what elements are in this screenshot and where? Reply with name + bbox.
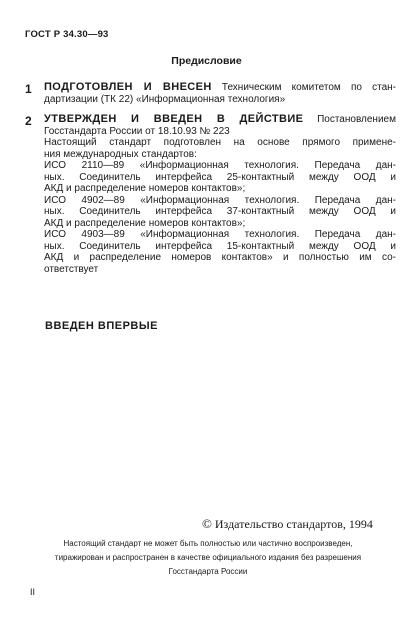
item-2-number: 2 (25, 114, 32, 128)
item-2-line-4: ния международных стандартов: (44, 148, 197, 160)
disclaimer-line-1: Настоящий стандарт не может быть полностью или частично воспроизведен, (63, 539, 353, 548)
copyright-text: Издательство стандартов, 1994 (214, 517, 373, 531)
item-1-bold-lead: ПОДГОТОВЛЕН И ВНЕСЕН (44, 81, 212, 93)
item-1-line-1-rest: Техническим комитетом по стан- (211, 82, 396, 93)
item-2-line-6: ных. Соединитель интерфейса 25-контактный между ООД и (44, 171, 396, 183)
copyright-line (202, 516, 373, 532)
item-1-line-1 (44, 82, 396, 94)
item-2-line-1-rest: Постановлением (303, 114, 396, 125)
disclaimer-line-3: Госстандарта России (168, 567, 248, 576)
item-2-line-7: АКД и распределение номеров контактов»; (44, 183, 246, 194)
item-2-bold-lead: УТВЕРЖДЕН И ВВЕДЕН В ДЕЙСТВИЕ (44, 113, 304, 125)
item-1-number: 1 (25, 82, 32, 96)
item-2-line-9: ных. Соединитель интерфейса 37-контактный между ООД и (44, 206, 396, 217)
item-2-line-5: ИСО 2110—89 «Информационная технология. Передача дан- (44, 160, 396, 171)
item-2-line-3: Настоящий стандарт подготовлен на основе прямого примене- (44, 137, 396, 148)
item-2-line-2: Госстандарта России от 18.10.93 № 223 (44, 125, 230, 137)
item-2-line-14: ответствует (44, 263, 99, 275)
disclaimer-line-2: тиражирован и распространен в качестве официального издания без разрешения (54, 553, 362, 562)
item-1-body (44, 82, 396, 105)
page-number: II (30, 587, 36, 597)
item-2-line-12: ных. Соединитель интерфейса 15-контактный между ООД и (44, 240, 396, 252)
reproduction-disclaimer (25, 537, 391, 579)
item-2-line-1 (44, 114, 396, 126)
preface-title: Предисловие (171, 55, 242, 67)
gost-code: ГОСТ Р 34.30—93 (25, 29, 109, 40)
item-2-body (44, 114, 396, 275)
item-2-line-8: ИСО 4902—89 «Информационная технология. Передача дан- (44, 194, 396, 206)
copyright-icon: © (202, 516, 212, 531)
introduced-first-time: ВВЕДЕН ВПЕРВЫЕ (45, 320, 158, 332)
item-2-line-10: АКД и распределение номеров контактов»; (44, 217, 246, 229)
item-2-line-13: АКД и распределение номеров контактов» и полностью им со- (44, 252, 396, 263)
item-2-line-11: ИСО 4903—89 «Информационная технология. Передача дан- (44, 229, 396, 240)
item-1-line-2: дартизации (ТК 22) «Информационная технология» (44, 93, 286, 105)
